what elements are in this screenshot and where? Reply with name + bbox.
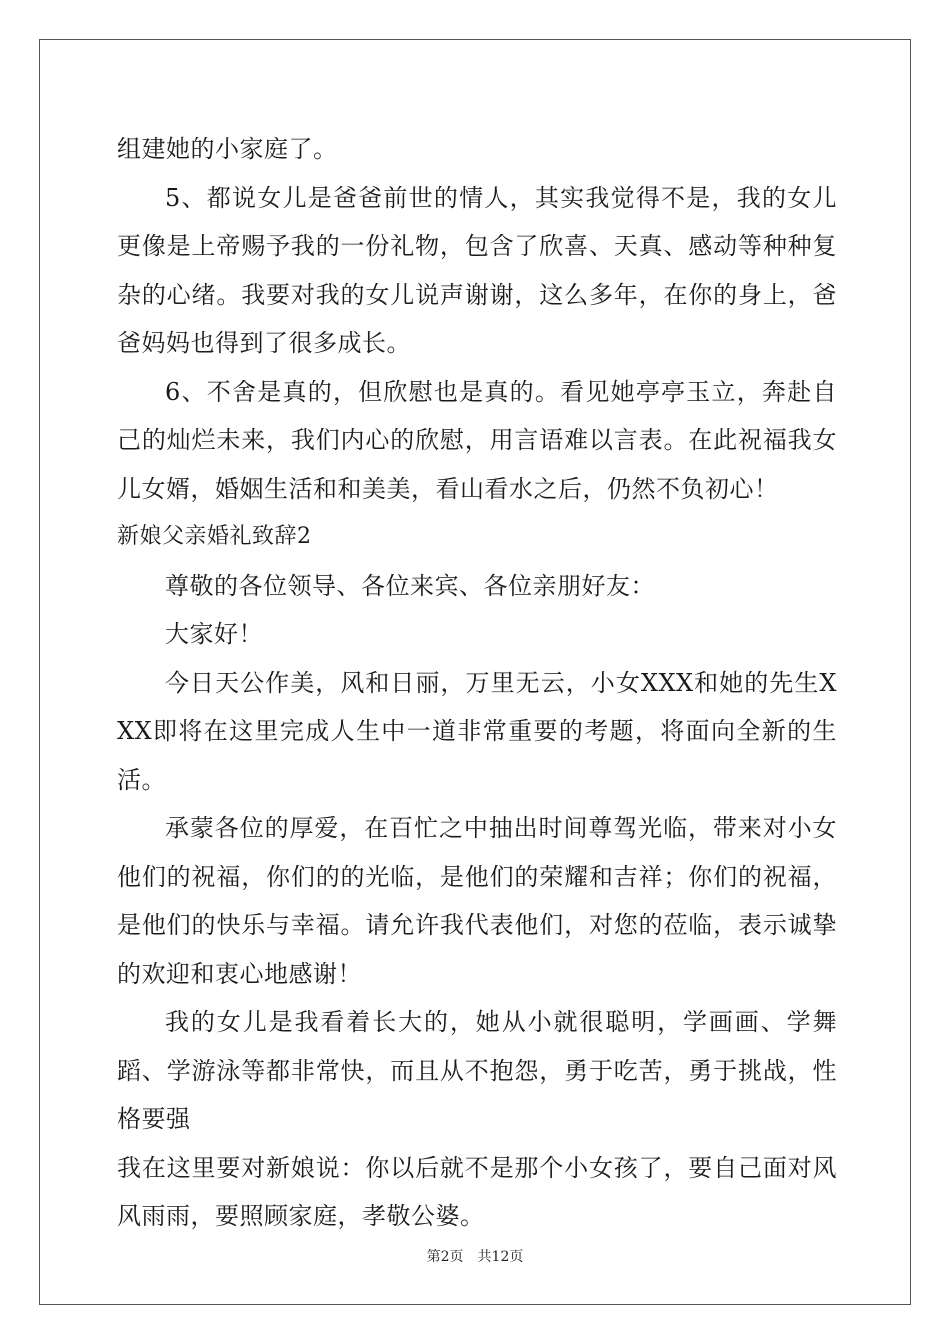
paragraph-3: 6、不舍是真的，但欣慰也是真的。看见她亭亭玉立，奔赴自己的灿烂未来，我们内心的欣慰，用言语难以言表。在此祝福我女儿女婿，婚姻生活和和美美，看山看水之后，仍然不负初心！ [117,377,837,503]
paragraph-weather: 今日天公作美，风和日丽，万里无云，小女XXX和她的先生XXX即将在这里完成人生中一道非常重要的考题，将面向全新的生活。 [117,668,837,794]
page-total: 共12页 [477,1249,524,1265]
paragraph-to-bride: 我在这里要对新娘说：你以后就不是那个小女孩了，要自己面对风风雨雨，要照顾家庭，孝敬公婆。 [117,1153,837,1230]
paragraph-daughter: 我的女儿是我看着长大的，她从小就很聪明，学画画、学舞蹈、学游泳等都非常快，而且从不抱怨，勇于吃苦，勇于挑战，性格要强 [117,1008,837,1133]
paragraph-hello: 大家好！ [165,620,263,648]
page-number: 第2页 [426,1249,464,1265]
document-body [117,125,837,1241]
section-heading: 新娘父亲婚礼致辞2 [117,524,312,549]
page-footer [0,1246,950,1266]
paragraph-greeting-audience: 尊敬的各位领导、各位来宾、各位亲朋好友： [165,571,655,600]
paragraph-2: 5、都说女儿是爸爸前世的情人，其实我觉得不是，我的女儿更像是上帝赐予我的一份礼物，包含了欣喜、天真、感动等种种复杂的心绪。我要对我的女儿说声谢谢，这么多年，在你的身上，爸爸妈妈也得到了很多成长。 [117,183,837,357]
paragraph-1: 组建她的小家庭了。 [117,135,338,163]
paragraph-thanks: 承蒙各位的厚爱，在百忙之中抽出时间尊驾光临，带来对小女他们的祝福，你们的的光临，是他们的荣耀和吉祥；你们的祝福，是他们的快乐与幸福。请允许我代表他们，对您的莅临，表示诚挚的欢迎和衷心地感谢！ [117,814,837,988]
